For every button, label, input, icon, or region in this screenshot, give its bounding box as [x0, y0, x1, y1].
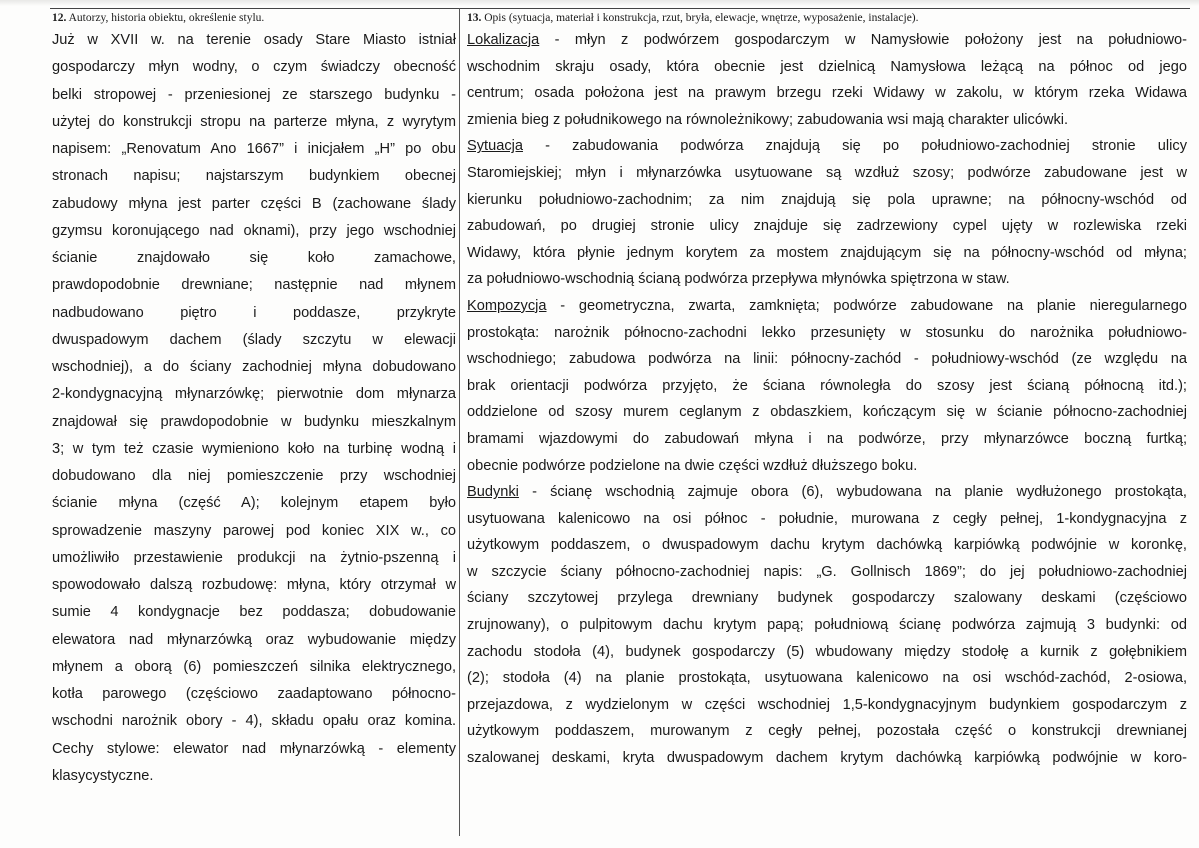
line-text: zabudowań, po drugiej stronie ulicy znajduje się zadrzewiony cypel ujęty w rozlewiska rzeki: [467, 218, 1187, 235]
line-text: zmienia bieg z południkowego na równoleżnikowy; zabudowania wsi mają charakter ulicówki.: [467, 111, 1069, 128]
section-13-body: [467, 27, 1187, 772]
text-line: prawdopodobnie drewniane; następnie nad młynem: [52, 277, 456, 294]
text-line: [467, 240, 1187, 267]
section-12-title: Autorzy, historia obiektu, określenie stylu.: [68, 12, 265, 24]
text-line: dwuspadowym dachem (ślady szczytu w elewacji: [52, 331, 456, 348]
text-line: [467, 320, 1187, 347]
line-text: Staromiejskiej; młyn i młynarzówka usytuowane są wzdłuż szosy; podwórze zabudowane jest w: [467, 164, 1187, 181]
text-line: spowodowało dalszą rozbudowę: młyna, który otrzymał w: [52, 577, 456, 593]
line-text: bramami wjazdowymi do zabudowań młyna i na podwórze, przy młynarzówce boczną furtką;: [467, 430, 1187, 447]
text-line: [467, 346, 1187, 373]
line-text: zachodu stodoła (4), budynek gospodarczy (5) wbudowany między stodołę a kurnik z gołębnikiem: [467, 643, 1187, 660]
line-text: usytuowana kalenicowo na osi północ - południe, murowana z cegły pełnej, 1-kondygnacyjna z: [467, 510, 1187, 527]
text-line: umożliwiło przestawienie produkcji na żytnio-pszenną i: [52, 549, 456, 566]
text-line: ścianie znajdowało się koło zamachowe,: [52, 250, 456, 266]
text-line: gospodarczy młyn wodny, o czym świadczy obecność: [52, 59, 456, 76]
text-line: [467, 665, 1187, 692]
line-text: szalowanej deskami, kryta dwuspadowym dachem krytym dachówką karpiówką podwójnie w koro-: [467, 750, 1187, 767]
text-line: belki stropowej - przeniesionej ze starszego budynku -: [52, 86, 456, 103]
table-top-border: [50, 8, 1190, 9]
line-text: oddzielone od szosy murem ceglanym z obdaszkiem, kończącym się w ścianie północno-zachodniej: [467, 404, 1187, 421]
text-line: Cechy stylowe: elewator nad młynarzówką - elementy: [52, 740, 456, 757]
line-text: wschodnim skraju osady, która obecnie jest dzielnicą Namysłowa leżącą na północ od jego: [467, 58, 1187, 75]
section-12-heading: [52, 10, 456, 27]
text-line: [467, 426, 1187, 453]
text-line: [467, 745, 1187, 772]
line-text: zrujnowany), o pulpitowym dachu krytym papą; południową ścianę podwórza zajmują 3 budynki: od: [467, 617, 1187, 634]
section-12-body: [52, 27, 456, 790]
text-line: [467, 266, 1187, 293]
text-line: [467, 718, 1187, 745]
text-line: ścianie młyna (część A); kolejnym etapem było: [52, 495, 456, 512]
text-line: [467, 399, 1187, 426]
text-line: [467, 453, 1187, 480]
text-line: [467, 293, 1187, 320]
text-line: [467, 559, 1187, 586]
line-text: centrum; osada położona jest na prawym brzegu rzeki Widawy w zakolu, w którym rzeka Widawa: [467, 85, 1187, 102]
line-text: wschodniego; zabudowa podwórza na linii: północny-zachód - południowy-wschód (ze względu na: [467, 351, 1187, 368]
text-line: [467, 107, 1187, 134]
line-text: ściany szczytowej przylega drewniany budynek gospodarczy szalowany deskami (częściowo: [467, 590, 1187, 607]
text-line: znajdował się prawdopodobnie w budynku mieszkalnym: [52, 413, 456, 430]
text-line: [467, 506, 1187, 533]
line-text: obecnie podwórze podzielone na dwie części wzdłuż dłuższego boku.: [467, 457, 918, 474]
section-13-heading: [467, 10, 1187, 27]
line-text: użytkowym poddaszem, o dwuspadowym dachu krytym dachówką karpiówką podwójnie w koronkę,: [467, 537, 1187, 554]
text-line: [467, 213, 1187, 240]
line-text: brak orientacji podwórza przyjęto, że ściana równoległa do szosy jest ścianą północną itd.);: [467, 377, 1187, 394]
line-text: Widawy, która płynie jednym korytem za mostem znajdującym się na północny-wschód od młyna;: [467, 244, 1187, 261]
line-text: za południowo-wschodnią ścianą podwórza przepływa młynówka spiętrzona w staw.: [467, 271, 1010, 288]
line-text: przejazdowa, z wydzielonym w części wschodniej 1,5-kondygnacyjnym budynkiem gospodarczym z: [467, 696, 1187, 713]
text-line: [467, 639, 1187, 666]
text-line: [467, 612, 1187, 639]
line-text: prostokąta: narożnik północno-zachodni lekko przesunięty w stosunku do narożnika południowo-: [467, 324, 1187, 341]
text-line: stronach napisu; najstarszym budynkiem obecnej: [52, 168, 456, 185]
text-line: napisem: „Renovatum Ano 1667” i inicjałem „H” po obu: [52, 141, 456, 157]
text-line: młynem a oborą (6) pomieszczeń silnika elektrycznego,: [52, 658, 456, 675]
text-line: nadbudowano piętro i poddasze, przykryte: [52, 304, 456, 321]
line-text: - zabudowania podwórza znajdują się po południowo-zachodniej stronie ulicy: [522, 138, 1187, 155]
text-line: [467, 692, 1187, 719]
line-text: (2); stodoła (4) na planie prostokąta, usytuowana kalenicowo na osi wschód-zachód, 2-osiowa,: [467, 670, 1187, 687]
text-line: wschodni narożnik obory - 4), składu opału oraz komina.: [52, 713, 456, 730]
text-line: dobudowano dla niej pomieszczenie przy wschodniej: [52, 468, 456, 484]
text-line: kotła parowego (częściowo zaadaptowano północno-: [52, 686, 456, 702]
text-line: [467, 585, 1187, 612]
line-text: w szczycie ściany północno-zachodniej napis: „G. Gollnisch 1869”; do jej południowo-zachodniej: [467, 563, 1187, 580]
text-line: klasycystyczne.: [52, 767, 154, 784]
line-text: kierunku południowo-zachodnim; za nim znajdują się pola uprawne; na północny-wschód od: [467, 191, 1187, 208]
text-line: użytej do konstrukcji stropu na parterze młyna, z wyrytym: [52, 113, 456, 130]
column-divider: [459, 8, 460, 836]
text-line: [467, 133, 1187, 160]
paragraph-label: Lokalizacja: [467, 32, 540, 48]
line-text: - młyn z podwórzem gospodarczym w Namysłowie położony jest na południowo-: [539, 32, 1187, 48]
section-13-number: 13.: [467, 12, 482, 24]
text-line: [467, 54, 1187, 81]
text-line: elewatora nad młynarzówką oraz wybudowanie między: [52, 631, 456, 648]
text-line: 3; w tym też czasie wymieniono koło na turbinę wodną i: [52, 440, 456, 457]
text-line: [467, 160, 1187, 187]
line-text: - geometryczna, zwarta, zamknięta; podwórze zabudowane na planie nieregularnego: [546, 297, 1187, 314]
text-line: [467, 479, 1187, 506]
text-line: [467, 187, 1187, 214]
paragraph-label: Budynki: [467, 484, 519, 501]
section-13-column: [467, 10, 1187, 772]
paragraph-label: Kompozycja: [467, 297, 547, 314]
text-line: 2-kondygnacyjną młynarzówkę; pierwotnie dom młynarza: [52, 386, 456, 403]
text-line: [467, 373, 1187, 400]
text-line: wschodniej), a do ściany zachodniej młyna dobudowano: [52, 359, 456, 375]
line-text: użytkowym poddaszem, murowanym z cegły pełnej, pozostała część o konstrukcji drewnianej: [467, 723, 1187, 740]
page-top-edge: [0, 0, 1199, 6]
text-line: sprowadzenie maszyny parowej pod koniec XIX w., co: [52, 522, 456, 539]
line-text: - ścianę wschodnią zajmuje obora (6), wybudowana na planie wydłużonego prostokąta,: [518, 484, 1187, 501]
section-12-number: 12.: [52, 12, 67, 24]
text-line: [467, 80, 1187, 107]
text-line: gzymsu koronującego nad oknami), przy jego wschodniej: [52, 222, 456, 239]
text-line: Już w XVII w. na terenie osady Stare Miasto istniał: [52, 32, 456, 48]
text-line: [467, 532, 1187, 559]
section-13-title: Opis (sytuacja, materiał i konstrukcja, rzut, bryła, elewacje, wnętrze, wyposażenie, instalacje).: [484, 12, 919, 24]
text-line: [467, 27, 1187, 54]
section-12-column: [52, 10, 456, 790]
text-line: sumie 4 kondygnacje bez poddasza; dobudowanie: [52, 604, 456, 621]
paragraph-label: Sytuacja: [467, 138, 523, 155]
text-line: zabudowy młyna jest parter części B (zachowane ślady: [52, 195, 456, 212]
